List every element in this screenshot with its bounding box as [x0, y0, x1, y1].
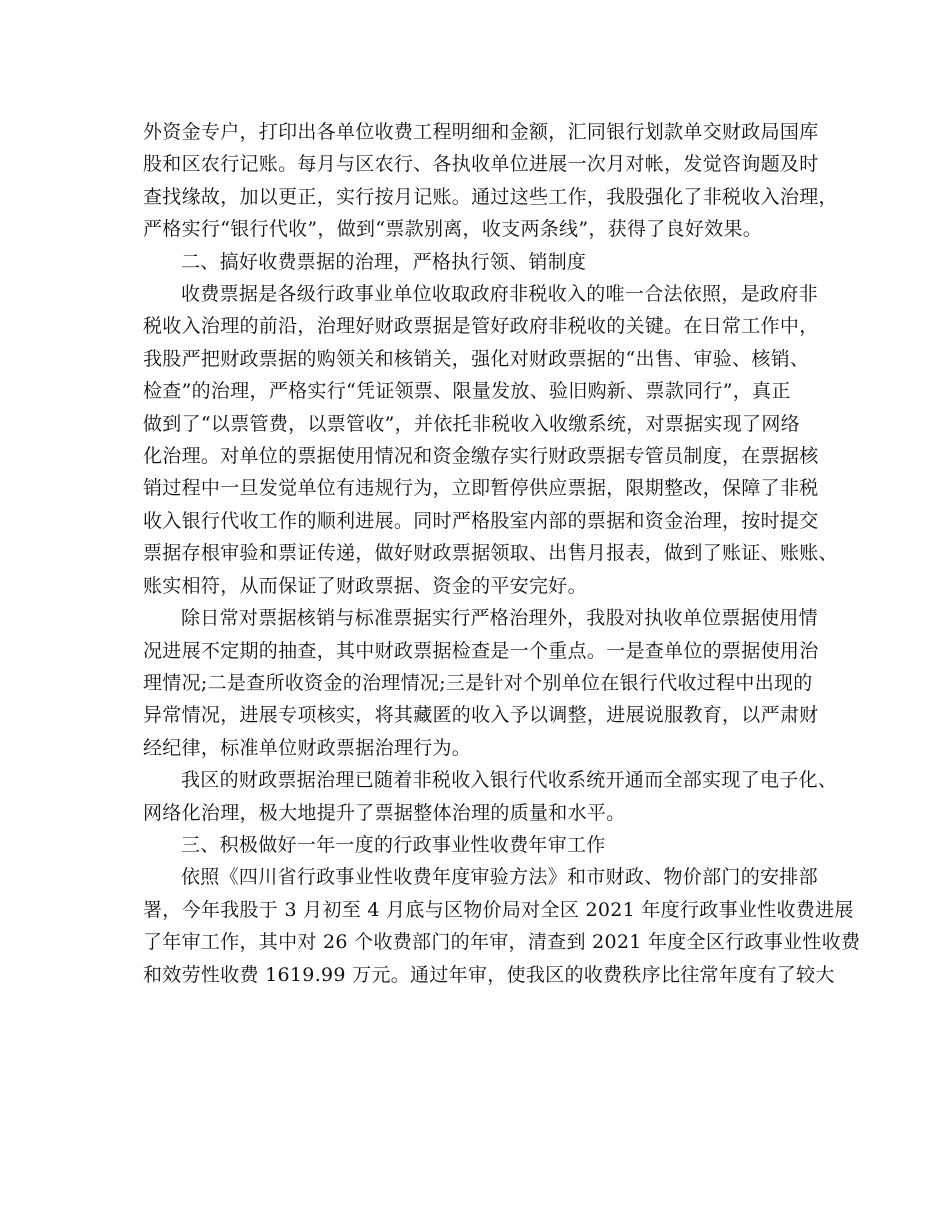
- text-line: 依照《四川省行政事业性收费年度审验方法》和市财政、物价部门的安排部: [181, 866, 818, 889]
- text-line: 严格实行“银行代收”，做到“票款别离，收支两条线”，获得了良好效果。: [143, 218, 763, 241]
- text-line: 外资金专户，打印出各单位收费工程明细和金额，汇同银行划款单交财政局国库: [143, 121, 819, 143]
- text-line: 了年审工作，其中对 26 个收费部门的年审，清查到 2021 年度全区行政事业性收费: [143, 931, 861, 954]
- text-line: 收入银行代收工作的顺利进展。同时严格股室内部的票据和资金治理，按时提交: [143, 509, 819, 532]
- text-line: 异常情况，进展专项核实，将其藏匿的收入予以调整，进展说服教育，以严肃财: [143, 704, 819, 727]
- text-line: 销过程中一旦发觉单位有违规行为，立即暂停供应票据，限期整改，保障了非税: [143, 477, 819, 500]
- text-line: 股和区农行记账。每月与区农行、各执收单位进展一次月对帐，发觉咨询题及时: [143, 153, 819, 176]
- text-line: 做到了“以票管费，以票管收”，并依托非税收入收缴系统，对票据实现了网络: [143, 412, 800, 435]
- text-line: 票据存根审验和票证传递，做好财政票据领取、出售月报表，做到了账证、账账、: [143, 542, 838, 565]
- text-line: 经纪律，标准单位财政票据治理行为。: [143, 736, 472, 759]
- document-body: [143, 116, 861, 991]
- text-line: 三、积极做好一年一度的行政事业性收费年审工作: [181, 833, 606, 856]
- text-line: 除日常对票据核销与标准票据实行严格治理外，我股对执收单位票据使用情: [181, 607, 818, 630]
- text-line: 税收入治理的前沿，治理好财政票据是管好政府非税收的关键。在日常工作中，: [143, 315, 819, 338]
- text-line: 查找缘故，加以更正，实行按月记账。通过这些工作，我股强化了非税收入治理，: [143, 185, 838, 208]
- text-line: 况进展不定期的抽查，其中财政票据检查是一个重点。一是查单位的票据使用治: [143, 639, 819, 662]
- text-line: 网络化治理，极大地提升了票据整体治理的质量和水平。: [143, 801, 626, 824]
- text-line: 我股严把财政票据的购领关和核销关，强化对财政票据的“出售、审验、核销、: [143, 347, 810, 370]
- text-line: 检查”的治理，严格实行“凭证领票、限量发放、验旧购新、票款同行”，真正: [143, 380, 791, 403]
- text-line: 署，今年我股于 3 月初至 4 月底与区物价局对全区 2021 年度行政事业性收费进展: [143, 898, 854, 921]
- text-line: 化治理。对单位的票据使用情况和资金缴存实行财政票据专管员制度，在票据核: [143, 445, 819, 468]
- text-line: 二、搞好收费票据的治理，严格执行领、销制度: [181, 250, 587, 273]
- text-line: 理情况;二是查所收资金的治理情况;三是针对个别单位在银行代收过程中出现的: [143, 671, 813, 694]
- text-line: 我区的财政票据治理已随着非税收入银行代收系统开通而全部实现了电子化、: [181, 769, 838, 792]
- text-line: 账实相符，从而保证了财政票据、资金的平安完好。: [143, 574, 587, 597]
- text-line: 收费票据是各级行政事业单位收取政府非税收入的唯一合法依照，是政府非: [181, 283, 818, 306]
- text-line: 和效劳性收费 1619.99 万元。通过年审，使我区的收费秩序比往常年度有了较大: [143, 963, 835, 986]
